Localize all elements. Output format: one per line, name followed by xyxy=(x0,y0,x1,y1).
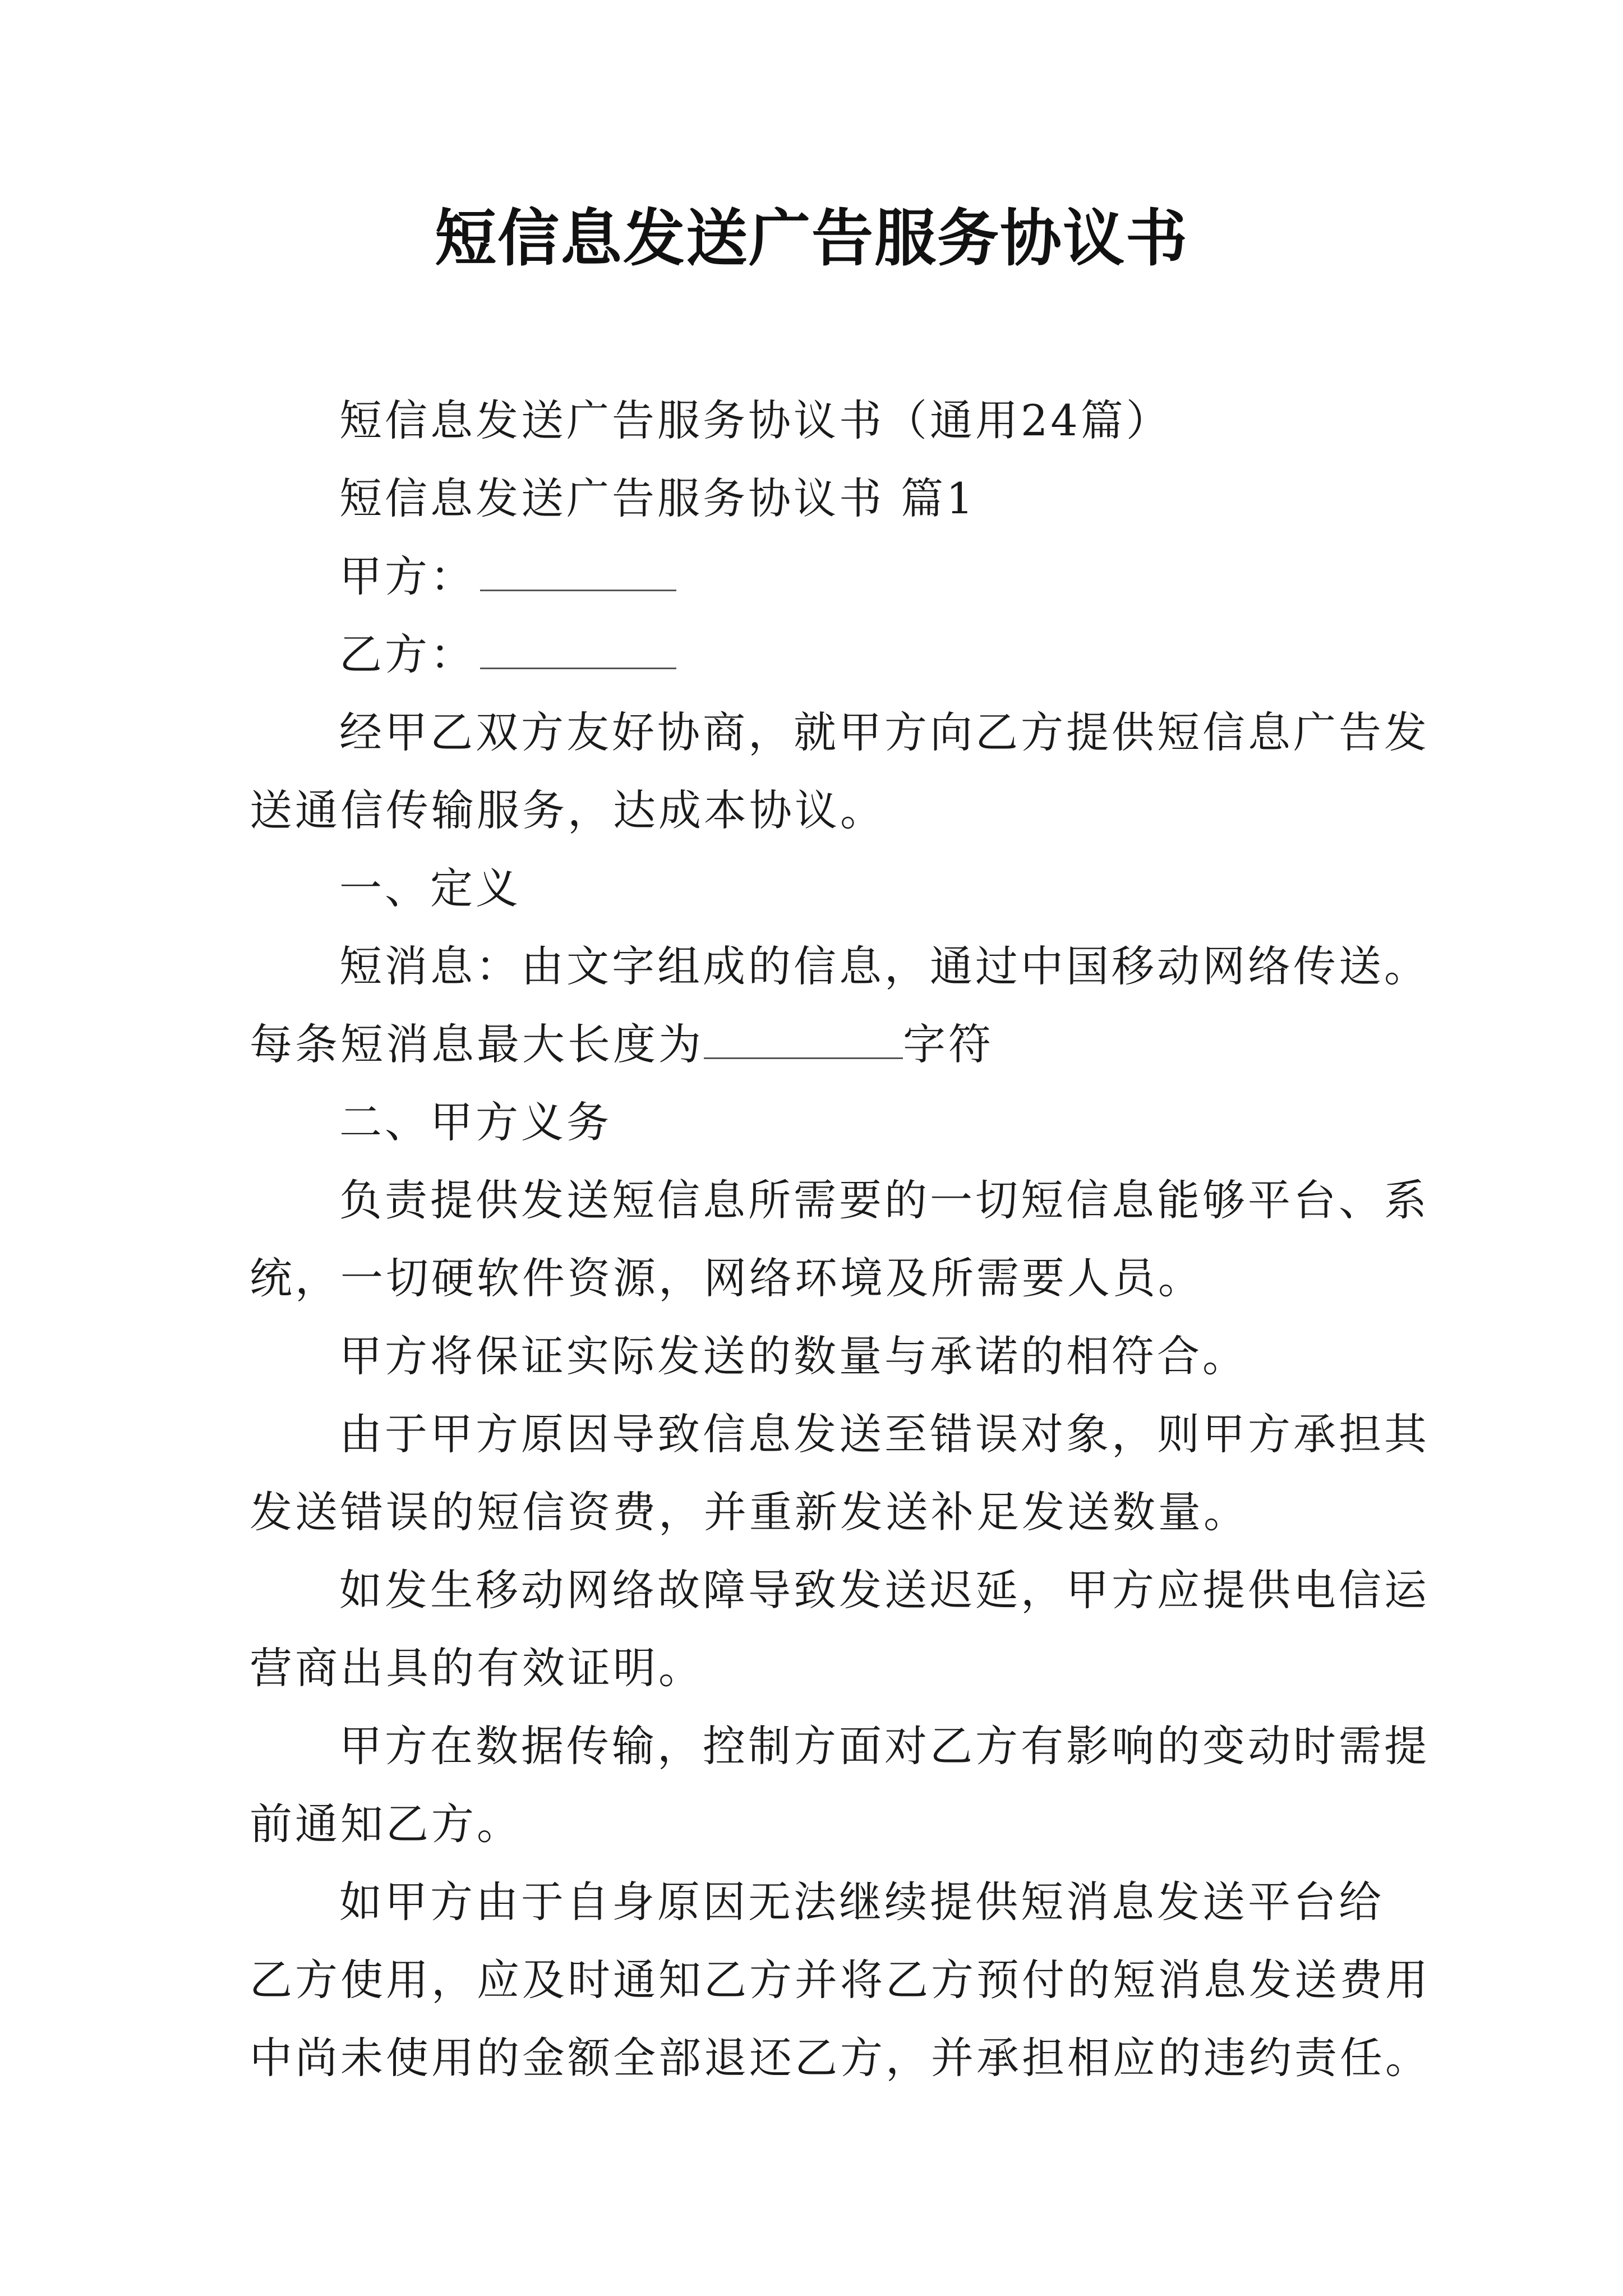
duty-paragraph-line: 如甲方由于自身原因无法继续提供短消息发送平台给 xyxy=(339,1877,1384,1927)
part-heading: 短信息发送广告服务协议书 篇1 xyxy=(339,473,976,523)
definition-paragraph-line: 短消息：由文字组成的信息，通过中国移动网络传送。 xyxy=(339,941,1430,991)
party-a-label: 甲方： xyxy=(339,551,476,601)
duty-paragraph-line: 营商出具的有效证明。 xyxy=(250,1643,704,1693)
subtitle: 短信息发送广告服务协议书（通用24篇） xyxy=(339,395,1172,445)
party-a-line xyxy=(250,537,1388,615)
party-b-blank xyxy=(480,636,676,669)
party-a-blank xyxy=(480,558,676,591)
document-body xyxy=(250,381,1431,2097)
intro-paragraph-line: 经甲乙双方友好协商，就甲方向乙方提供短信息广告发 xyxy=(339,707,1430,757)
duty-paragraph-line: 甲方将保证实际发送的数量与承诺的相符合。 xyxy=(339,1331,1248,1381)
party-b-line xyxy=(250,615,1388,693)
section-heading-party-a-duties: 二、甲方义务 xyxy=(339,1097,612,1147)
duty-paragraph-line: 发送错误的短信资费，并重新发送补足发送数量。 xyxy=(250,1487,1249,1537)
section-heading-definitions: 一、定义 xyxy=(339,863,521,913)
max-length-blank xyxy=(704,1026,903,1059)
definition-prefix: 每条短消息最大长度为 xyxy=(250,1019,704,1069)
intro-paragraph-line: 送通信传输服务，达成本协议。 xyxy=(250,785,886,835)
duty-paragraph-line: 前通知乙方。 xyxy=(250,1799,522,1849)
duty-paragraph-line: 负责提供发送短信息所需要的一切短信息能够平台、系 xyxy=(339,1175,1430,1225)
document-title: 短信息发送广告服务协议书 xyxy=(435,202,1188,274)
duty-paragraph-line: 由于甲方原因导致信息发送至错误对象，则甲方承担其 xyxy=(339,1409,1430,1459)
duty-paragraph-line: 乙方使用，应及时通知乙方并将乙方预付的短消息发送费用 xyxy=(250,1955,1431,2005)
duty-paragraph-line: 中尚未使用的金额全部退还乙方，并承担相应的违约责任。 xyxy=(250,2033,1431,2083)
definition-paragraph-line xyxy=(250,1005,1388,1083)
definition-suffix: 字符 xyxy=(903,1019,994,1069)
party-b-label: 乙方： xyxy=(339,629,476,679)
duty-paragraph-line: 如发生移动网络故障导致发送迟延，甲方应提供电信运 xyxy=(339,1565,1430,1615)
duty-paragraph-line: 统，一切硬软件资源，网络环境及所需要人员。 xyxy=(250,1253,1204,1303)
duty-paragraph-line: 甲方在数据传输，控制方面对乙方有影响的变动时需提 xyxy=(339,1721,1430,1771)
